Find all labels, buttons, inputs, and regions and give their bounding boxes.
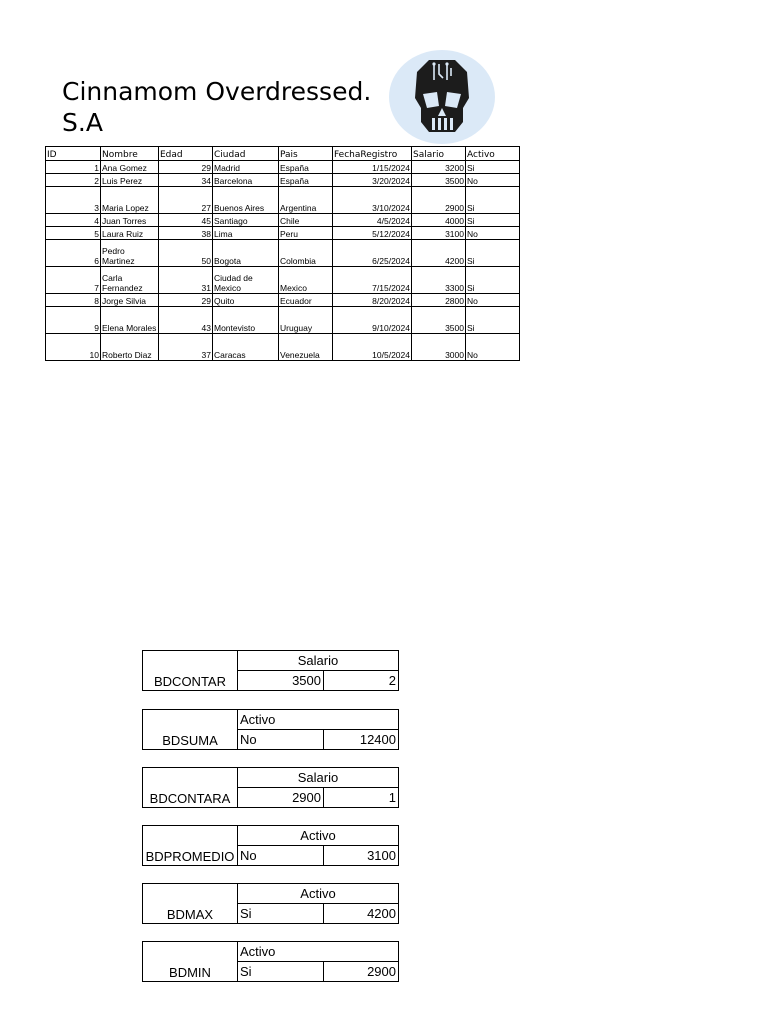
- table-row: [46, 214, 520, 227]
- bdmin-block: [142, 941, 399, 982]
- header-fecharegistro: FechaRegistro: [333, 147, 412, 161]
- cell-fecha: 3/20/2024: [333, 174, 412, 187]
- cell-salario: 3000: [412, 334, 466, 361]
- field-header: Activo: [238, 884, 399, 904]
- cell-salario: 3200: [412, 161, 466, 174]
- result-value: 12400: [324, 730, 399, 750]
- cell-nombre: Maria Lopez: [101, 187, 159, 214]
- cell-fecha: 1/15/2024: [333, 161, 412, 174]
- cell-salario: 2900: [412, 187, 466, 214]
- field-header: Salario: [238, 651, 399, 671]
- field-header: Activo: [238, 710, 399, 730]
- bdpromedio-block: [142, 825, 399, 866]
- cell-pais: Peru: [279, 227, 333, 240]
- cell-ciudad: Lima: [213, 227, 279, 240]
- table-row: [46, 174, 520, 187]
- cell-nombre: Jorge Silvia: [101, 294, 159, 307]
- table-row: [46, 307, 520, 334]
- cell-nombre: Ana Gomez: [101, 161, 159, 174]
- cell-salario: 3500: [412, 174, 466, 187]
- cell-pais: Uruguay: [279, 307, 333, 334]
- cell-id: 3: [46, 187, 101, 214]
- header-edad: Edad: [159, 147, 213, 161]
- cell-id: 7: [46, 267, 101, 294]
- cell-pais: Mexico: [279, 267, 333, 294]
- cell-id: 5: [46, 227, 101, 240]
- title-line-1: Cinnamom Overdressed.: [62, 77, 372, 106]
- cell-activo: Si: [466, 267, 520, 294]
- function-name: BDMIN: [143, 942, 238, 982]
- table-row: [46, 294, 520, 307]
- cell-ciudad: Quito: [213, 294, 279, 307]
- field-header: Activo: [238, 826, 399, 846]
- cell-nombre: Juan Torres: [101, 214, 159, 227]
- cell-edad: 50: [159, 240, 213, 267]
- cell-ciudad: Buenos Aires: [213, 187, 279, 214]
- cell-edad: 38: [159, 227, 213, 240]
- criteria-value: 2900: [238, 788, 324, 808]
- header-nombre: Nombre: [101, 147, 159, 161]
- function-name: BDCONTAR: [143, 651, 238, 691]
- cell-salario: 3300: [412, 267, 466, 294]
- cell-edad: 31: [159, 267, 213, 294]
- cell-ciudad: Bogota: [213, 240, 279, 267]
- cell-ciudad: Caracas: [213, 334, 279, 361]
- cell-activo: No: [466, 174, 520, 187]
- criteria-value: No: [238, 846, 324, 866]
- header-id: ID: [46, 147, 101, 161]
- result-value: 1: [324, 788, 399, 808]
- table-row: [46, 187, 520, 214]
- result-value: 2900: [324, 962, 399, 982]
- table-row: [46, 227, 520, 240]
- function-name: BDSUMA: [143, 710, 238, 750]
- criteria-value: 3500: [238, 671, 324, 691]
- cell-nombre: Laura Ruiz: [101, 227, 159, 240]
- cell-salario: 4200: [412, 240, 466, 267]
- field-header: Activo: [238, 942, 399, 962]
- cell-id: 8: [46, 294, 101, 307]
- employee-table: [45, 146, 520, 361]
- cell-activo: Si: [466, 187, 520, 214]
- cell-pais: España: [279, 174, 333, 187]
- cell-ciudad: Madrid: [213, 161, 279, 174]
- cell-id: 4: [46, 214, 101, 227]
- cell-edad: 43: [159, 307, 213, 334]
- cell-salario: 3500: [412, 307, 466, 334]
- cell-ciudad: Montevisto: [213, 307, 279, 334]
- criteria-value: No: [238, 730, 324, 750]
- cell-edad: 29: [159, 161, 213, 174]
- header-ciudad: Ciudad: [213, 147, 279, 161]
- cell-ciudad: Ciudad de Mexico: [213, 267, 279, 294]
- cell-nombre: Elena Morales: [101, 307, 159, 334]
- function-name: BDMAX: [143, 884, 238, 924]
- cell-pais: Colombia: [279, 240, 333, 267]
- title-line-2: S.A: [62, 108, 103, 137]
- cell-activo: Si: [466, 161, 520, 174]
- cell-fecha: 3/10/2024: [333, 187, 412, 214]
- cell-activo: No: [466, 334, 520, 361]
- criteria-value: Si: [238, 904, 324, 924]
- cell-pais: Ecuador: [279, 294, 333, 307]
- cell-edad: 45: [159, 214, 213, 227]
- cell-salario: 3100: [412, 227, 466, 240]
- cell-fecha: 5/12/2024: [333, 227, 412, 240]
- result-value: 3100: [324, 846, 399, 866]
- cell-pais: Chile: [279, 214, 333, 227]
- function-name: BDCONTARA: [143, 768, 238, 808]
- cell-id: 9: [46, 307, 101, 334]
- cell-salario: 2800: [412, 294, 466, 307]
- field-header: Salario: [238, 768, 399, 788]
- cell-fecha: 6/25/2024: [333, 240, 412, 267]
- cell-edad: 37: [159, 334, 213, 361]
- cell-ciudad: Santiago: [213, 214, 279, 227]
- cell-fecha: 10/5/2024: [333, 334, 412, 361]
- cell-pais: España: [279, 161, 333, 174]
- bdcontara-block: [142, 767, 399, 808]
- table-row: [46, 161, 520, 174]
- function-name: BDPROMEDIO: [143, 826, 238, 866]
- header-salario: Salario: [412, 147, 466, 161]
- skull-logo-icon: [389, 50, 495, 144]
- table-row: [46, 267, 520, 294]
- cell-nombre: Carla Fernandez: [101, 267, 159, 294]
- header-activo: Activo: [466, 147, 520, 161]
- cell-id: 2: [46, 174, 101, 187]
- cell-edad: 34: [159, 174, 213, 187]
- cell-fecha: 9/10/2024: [333, 307, 412, 334]
- cell-nombre: Luis Perez: [101, 174, 159, 187]
- cell-fecha: 4/5/2024: [333, 214, 412, 227]
- cell-id: 6: [46, 240, 101, 267]
- cell-pais: Venezuela: [279, 334, 333, 361]
- criteria-value: Si: [238, 962, 324, 982]
- page-title: [62, 76, 371, 138]
- cell-id: 1: [46, 161, 101, 174]
- table-row: [46, 334, 520, 361]
- cell-fecha: 8/20/2024: [333, 294, 412, 307]
- cell-fecha: 7/15/2024: [333, 267, 412, 294]
- cell-salario: 4000: [412, 214, 466, 227]
- cell-activo: No: [466, 294, 520, 307]
- cell-activo: Si: [466, 240, 520, 267]
- result-value: 4200: [324, 904, 399, 924]
- cell-nombre: Pedro Martinez: [101, 240, 159, 267]
- result-value: 2: [324, 671, 399, 691]
- table-header-row: [46, 147, 520, 161]
- cell-nombre: Roberto Diaz: [101, 334, 159, 361]
- bdmax-block: [142, 883, 399, 924]
- table-row: [46, 240, 520, 267]
- cell-activo: No: [466, 227, 520, 240]
- cell-id: 10: [46, 334, 101, 361]
- header-pais: Pais: [279, 147, 333, 161]
- bdsuma-block: [142, 709, 399, 750]
- bdcontar-block: [142, 650, 399, 691]
- cell-activo: Si: [466, 214, 520, 227]
- cell-ciudad: Barcelona: [213, 174, 279, 187]
- cell-edad: 27: [159, 187, 213, 214]
- cell-activo: Si: [466, 307, 520, 334]
- cell-pais: Argentina: [279, 187, 333, 214]
- cell-edad: 29: [159, 294, 213, 307]
